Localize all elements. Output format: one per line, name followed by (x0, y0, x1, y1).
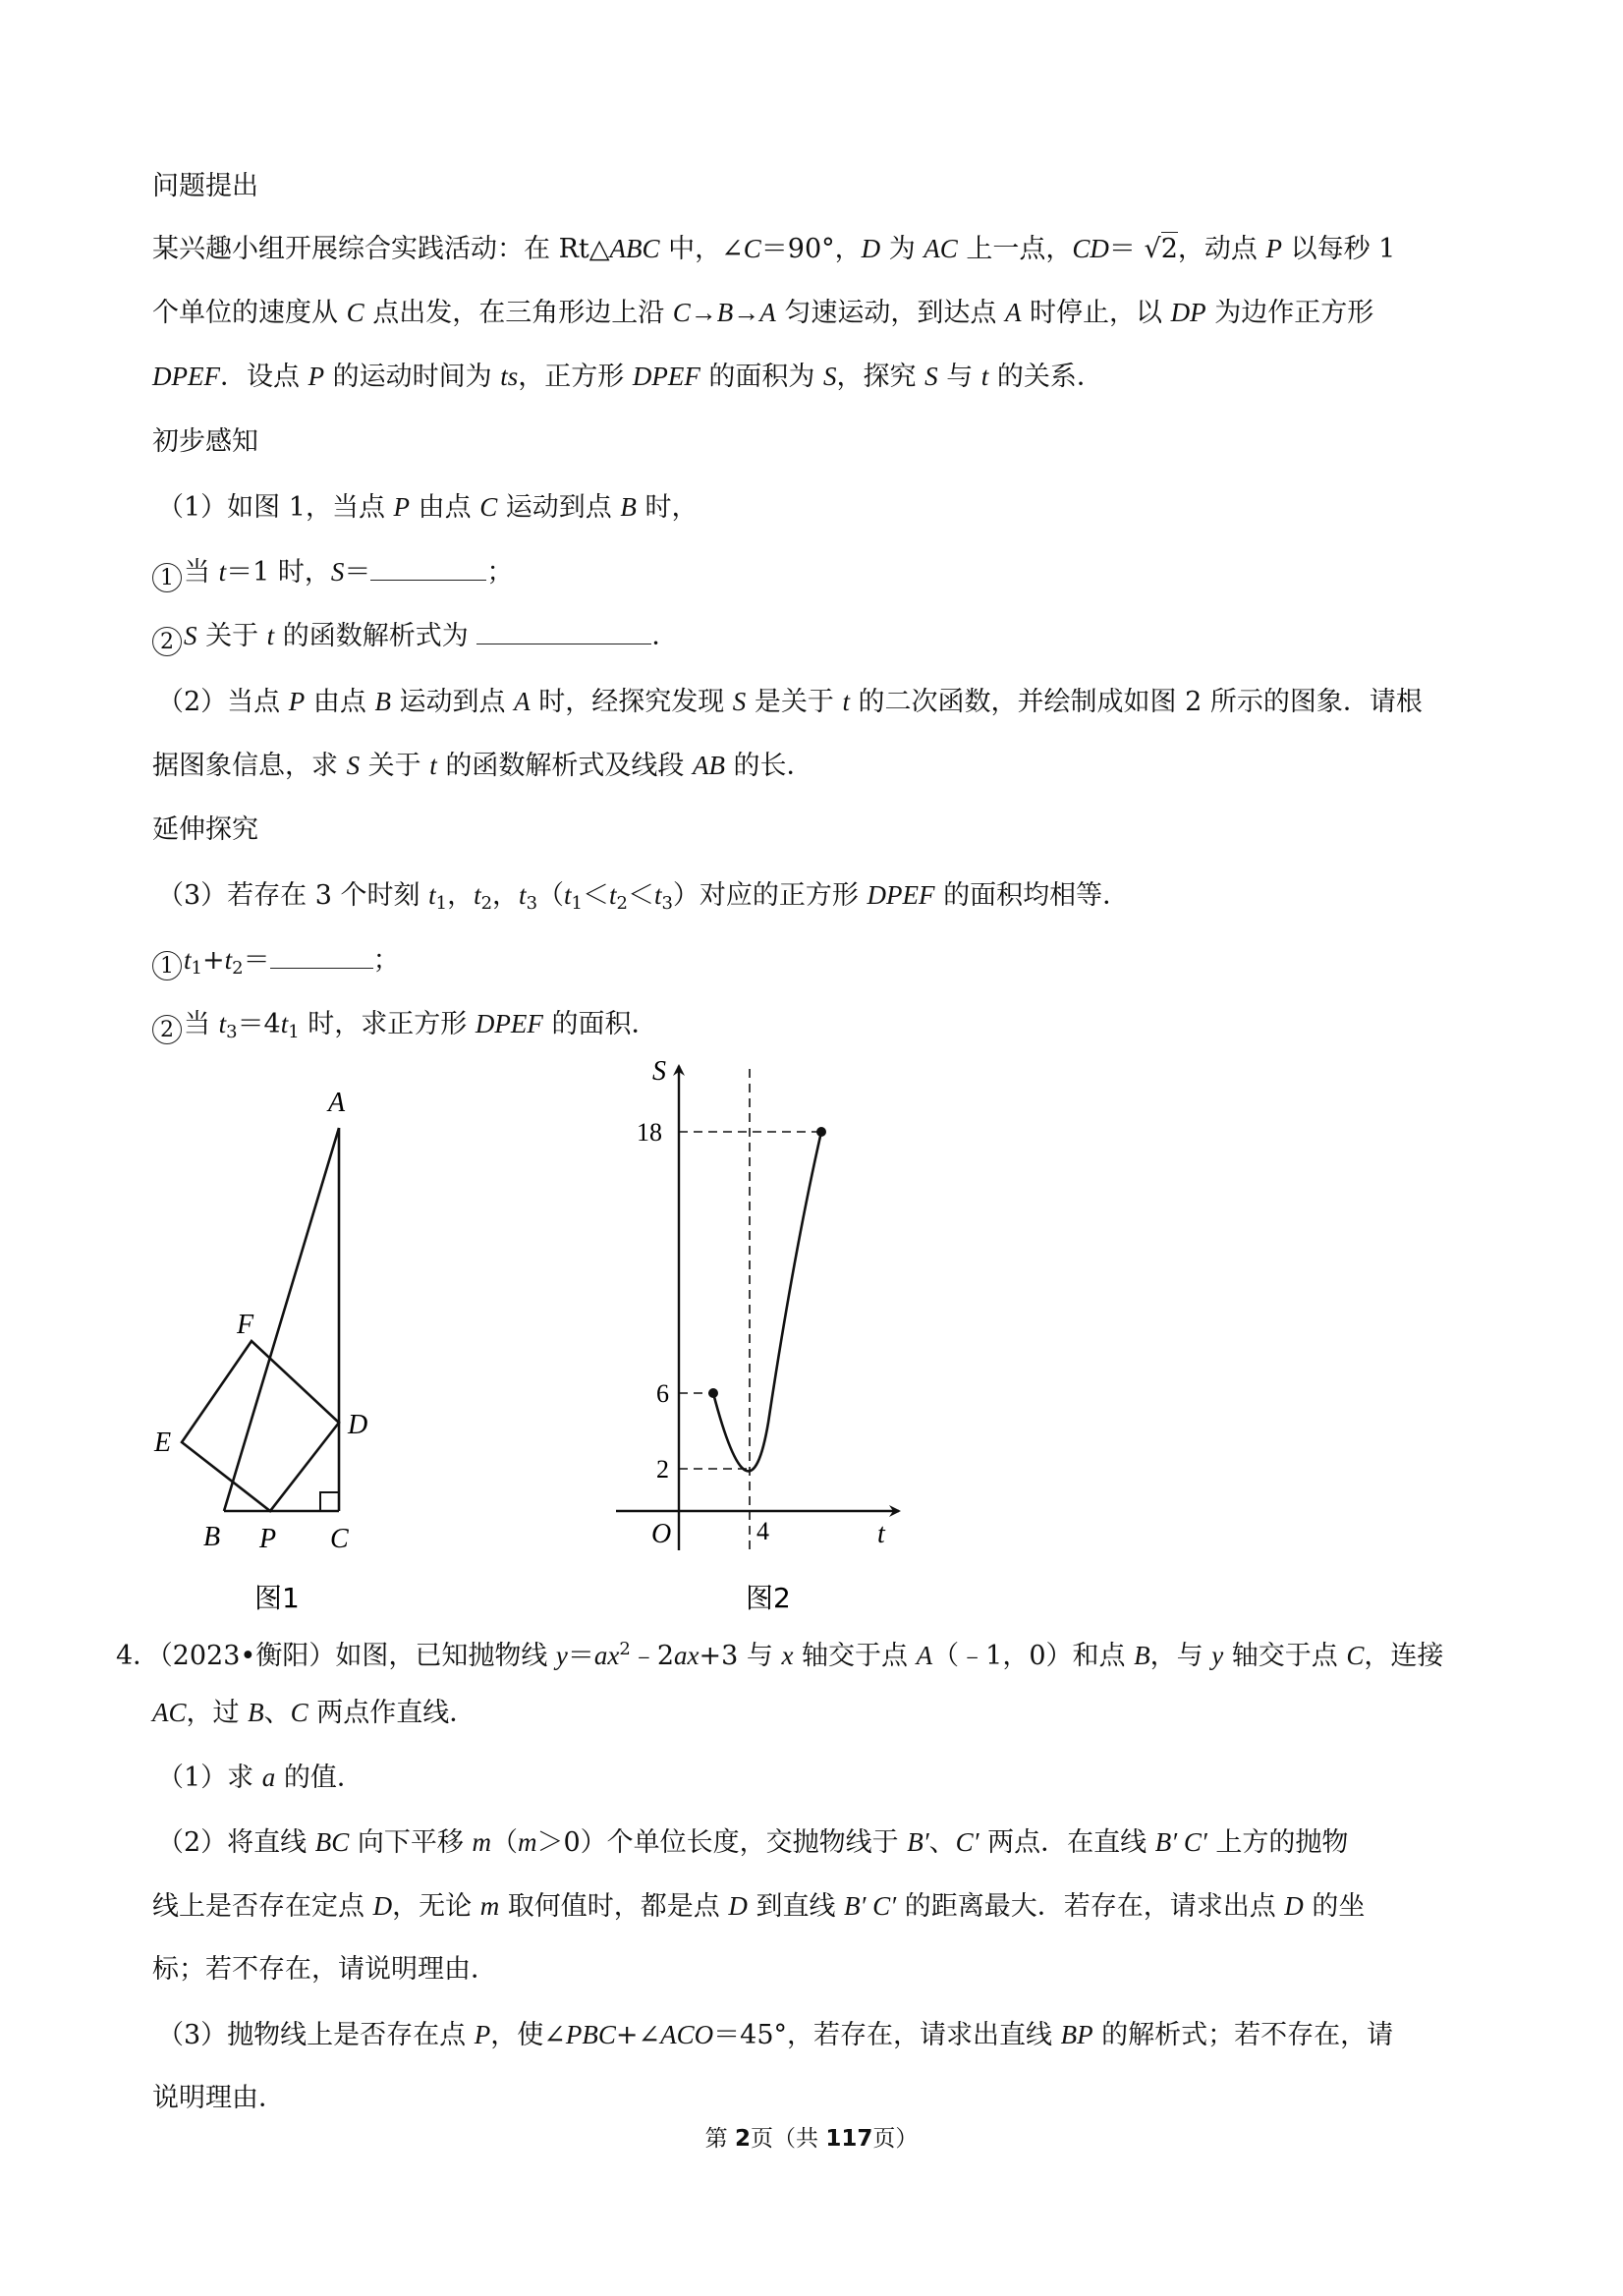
tick-label-18: 18 (637, 1118, 662, 1147)
heading-initial: 初步感知 (152, 426, 258, 457)
q1-sub1: 1 当 t＝1 时，S＝ ； (152, 552, 513, 592)
heading-extend: 延伸探究 (152, 814, 258, 845)
circled-2: 2 (152, 627, 182, 656)
figure-1 (138, 1071, 393, 1621)
sqrt-symbol: √ (1144, 234, 1161, 264)
label-C: C (330, 1524, 349, 1554)
total-pages: 117 (825, 2126, 873, 2152)
answer-blank[interactable] (370, 552, 486, 581)
q3-sub2: 2 当 $t_3=4t_1$ 时，求正方形 DPEF 的面积． (152, 1004, 657, 1052)
answer-blank[interactable] (476, 616, 651, 644)
tick-label-4: 4 (756, 1517, 769, 1545)
circled-1: 1 (152, 563, 182, 592)
q2-line-1: （2）当点 P 由点 B 运动到点 A 时，经探究发现 S 是关于 t 的二次函数，并绘制成如图 2 所示的图象．请根 (157, 687, 1423, 717)
endpoint-right (816, 1127, 826, 1137)
right-angle-mark (320, 1492, 339, 1511)
tick-label-6: 6 (656, 1379, 669, 1408)
axis-label-S: S (652, 1056, 666, 1087)
p4-q2-line-1: （2）将直线 BC 向下平移 m（m＞0）个单位长度，交抛物线于 B′、C′ 两点．在直线 B′ C′ 上方的抛物 (157, 1827, 1349, 1858)
label-F: F (237, 1310, 254, 1340)
p4-q3-line-1: （3）抛物线上是否存在点 P，使∠PBC+∠ACO＝45°，若存在，请求出直线 BP 的解析式；若不存在，请 (157, 2020, 1394, 2050)
q1-line: （1）如图 1，当点 P 由点 C 运动到点 B 时， (157, 492, 699, 523)
p4-q3-line-2: 说明理由． (152, 2083, 285, 2113)
circled-2: 2 (152, 1015, 182, 1044)
heading-problem: 问题提出 (152, 171, 258, 201)
label-A: A (328, 1088, 346, 1118)
parabola-curve (713, 1132, 821, 1471)
p4-line-1: 4．（2023•衡阳）如图，已知抛物线 $y=ax^2﹣2ax+3$ 与 x 轴交于点 A（﹣1，0）和点 B，与 y 轴交于点 C，连接 (116, 1639, 1444, 1671)
label-P: P (259, 1524, 277, 1554)
p4-q2-line-2: 线上是否存在定点 D，无论 m 取何值时，都是点 D 到直线 B′ C′ 的距离最大．若存在，请求出点 D 的坐 (152, 1891, 1366, 1922)
figure-2-caption: 图2 (746, 1582, 791, 1614)
label-B: B (203, 1522, 221, 1552)
q2-line-2: 据图象信息，求 S 关于 t 的函数解析式及线段 AB 的长． (152, 751, 813, 781)
tick-label-2: 2 (656, 1455, 669, 1484)
figure-1-caption: 图1 (254, 1582, 300, 1614)
circled-1: 1 (152, 951, 182, 980)
label-D: D (348, 1410, 368, 1440)
intro-line-1: 某兴趣小组开展综合实践活动：在 Rt△ABC 中，∠C＝90°，D 为 AC 上一点，CD＝ √2，动点 P 以每秒 1 (152, 234, 1396, 264)
page-footer: 第 2页（共 117页） (704, 2126, 919, 2152)
origin-label: O (651, 1519, 672, 1549)
q1-sub2: 2 S 关于 t 的函数解析式为 ． (152, 616, 678, 656)
axis-label-t: t (877, 1519, 885, 1549)
p4-q1: （1）求 a 的值． (157, 1763, 364, 1793)
answer-blank[interactable] (270, 940, 373, 969)
q3-line: （3）若存在 3 个时刻 $t_1$，$t_2$，$t_3(t_1<t_2<t_3)$对应的正方形 DPEF 的面积均相等． (157, 880, 1130, 914)
figure-2 (609, 1051, 923, 1621)
current-page: 2 (734, 2126, 751, 2152)
intro-line-3: DPEF．设点 P 的运动时间为 ts，正方形 DPEF 的面积为 S，探究 S 与 t 的关系． (152, 362, 1103, 392)
p4-q2-line-3: 标；若不存在，请说明理由． (152, 1954, 497, 1985)
q3-sub1: 1 $t_1+t_2=$ ； (152, 940, 400, 988)
p4-line-2: AC，过 B、C 两点作直线． (152, 1698, 476, 1728)
intro-line-2: 个单位的速度从 C 点出发，在三角形边上沿 C→B→A 匀速运动，到达点 A 时停止，以 DP 为边作正方形 (152, 298, 1374, 328)
label-E: E (154, 1428, 172, 1458)
square-DPEF (182, 1341, 339, 1511)
endpoint-left (708, 1388, 718, 1398)
